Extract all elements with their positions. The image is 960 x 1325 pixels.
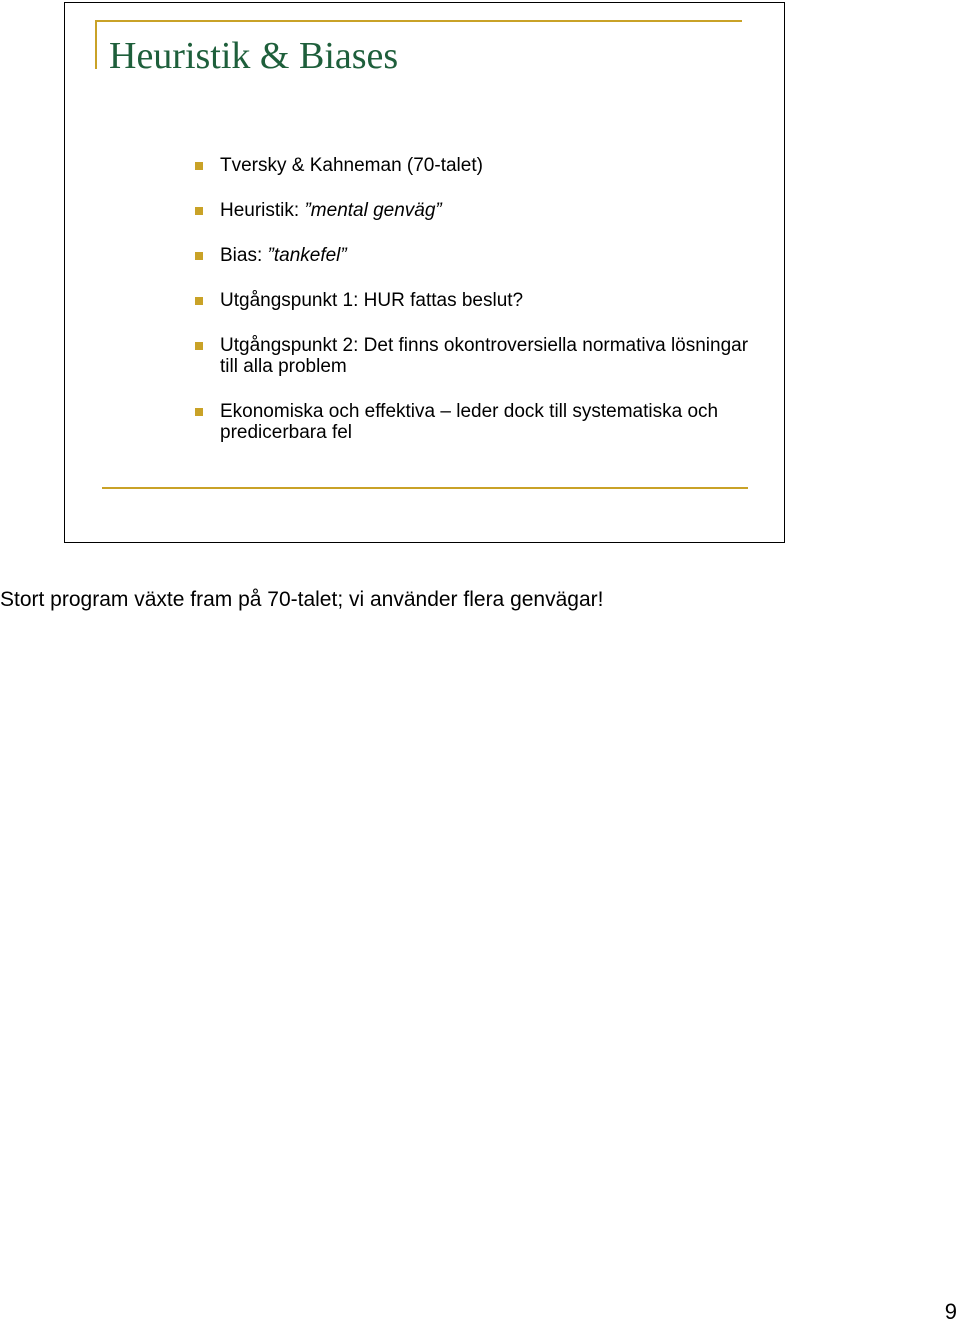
slide-title: Heuristik & Biases (109, 35, 399, 77)
square-bullet-icon (195, 408, 203, 416)
slide-frame (64, 2, 785, 543)
square-bullet-icon (195, 207, 203, 215)
bullet-prefix: Heuristik: (220, 200, 305, 221)
page-number: 9 (944, 1299, 957, 1324)
square-bullet-icon (195, 342, 203, 350)
bullet-prefix: Bias: (220, 245, 268, 266)
square-bullet-icon (195, 297, 203, 305)
bullet-item (195, 245, 755, 266)
title-rule-top (95, 20, 742, 22)
slide-caption: Stort program växte fram på 70-talet; vi använder flera genvägar! (0, 588, 604, 611)
bullet-text: Tversky & Kahneman (70-talet) (220, 155, 483, 176)
bullet-item (195, 290, 755, 311)
bottom-rule (102, 487, 748, 489)
bullet-text: Ekonomiska och effektiva – leder dock till systematiska och predicerbara fel (220, 401, 719, 443)
square-bullet-icon (195, 252, 203, 260)
bullet-item (195, 155, 755, 176)
bullet-text: Utgångspunkt 2: Det finns okontroversiella normativa lösningar till alla problem (220, 335, 749, 377)
bullet-item (195, 401, 755, 443)
bullet-item (195, 200, 755, 221)
bullet-text: Utgångspunkt 1: HUR fattas beslut? (220, 290, 524, 311)
title-rule-left (95, 20, 97, 69)
square-bullet-icon (195, 162, 203, 170)
bullet-emphasis: ”mental genväg” (304, 200, 442, 221)
bullet-list (195, 155, 755, 467)
bullet-emphasis: ”tankefel” (267, 245, 347, 266)
bullet-item (195, 335, 755, 377)
